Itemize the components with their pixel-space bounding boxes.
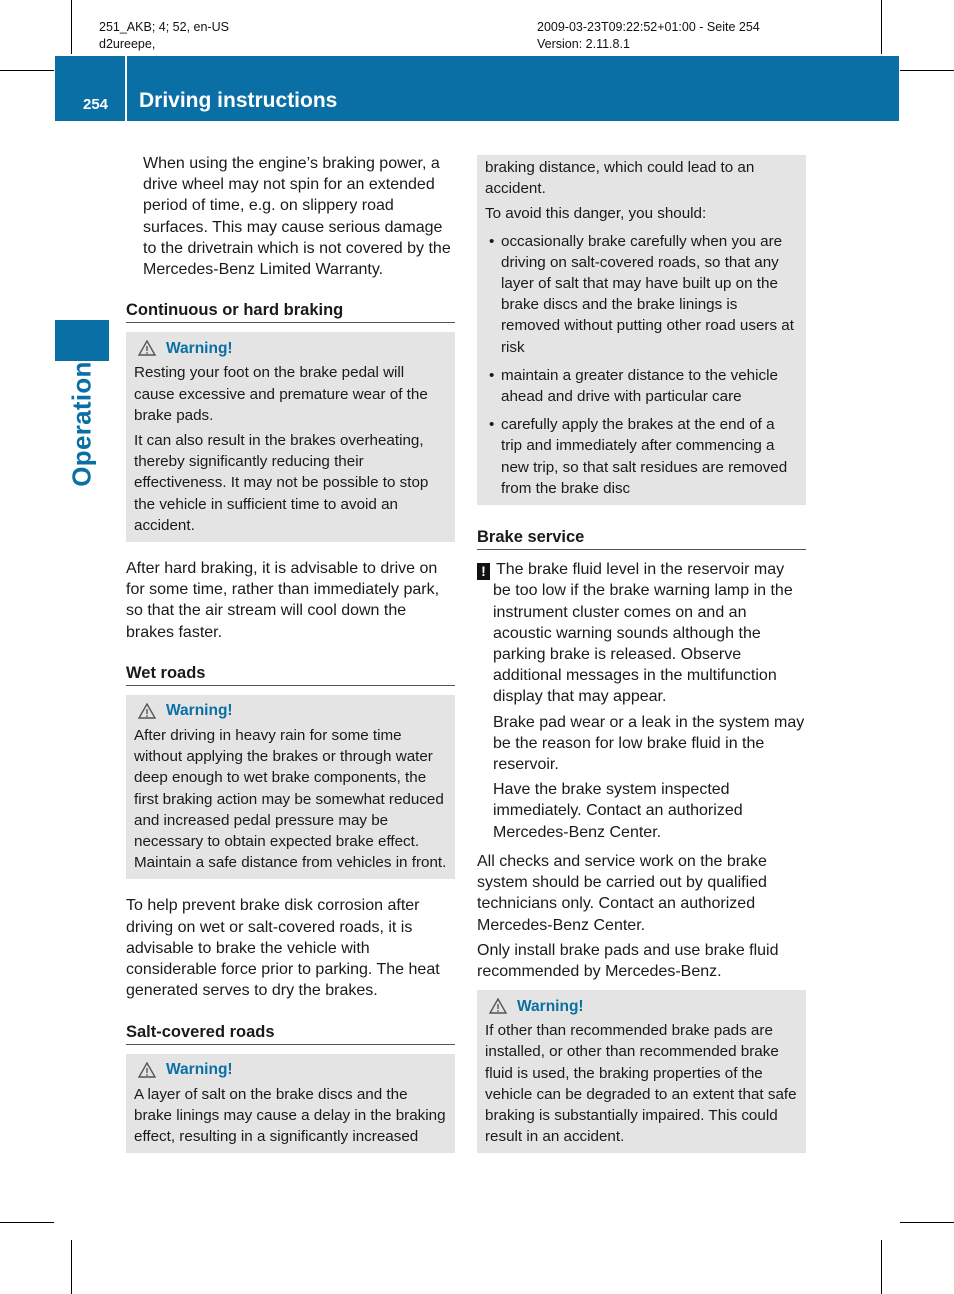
warning-text: Resting your foot on the brake pedal will cause excessive and premature wear of the brake pads.	[134, 364, 428, 424]
warning-box	[126, 1054, 455, 1154]
warning-text: A layer of salt on the brake discs and the brake linings may cause a delay in the braking effect, resulting in a significantly increased	[134, 1085, 446, 1146]
note-paragraph: Brake pad wear or a leak in the system may be the reason for low brake fluid in the reservoir.	[493, 713, 805, 774]
crop-mark	[71, 1240, 72, 1294]
left-column	[126, 153, 455, 1169]
warning-box	[126, 332, 455, 542]
warning-text: To avoid this danger, you should:	[485, 205, 707, 223]
section-heading: Salt-covered roads	[126, 1022, 455, 1045]
crop-mark	[881, 0, 882, 54]
body-paragraph: To help prevent brake disk corrosion after driving on wet or salt-covered roads, it is advisable to brake the vehicle with considerable force prior to parking. The heat generated serves to dry the brakes.	[126, 897, 440, 1000]
list-item: • occasionally brake carefully when you are driving on salt-covered roads, so that any layer of salt that may have built up on the brake discs and the brake linings is removed without putting other road users at risk	[485, 231, 798, 358]
intro-paragraph: When using the engine’s braking power, a drive wheel may not spin for an extended period of time, e.g. on slippery road surfaces. This may cause serious damage to the drivetrain which is not covered by the Mercedes-Benz Limited Warranty.	[143, 155, 451, 279]
crop-mark	[900, 70, 954, 71]
note-paragraph	[477, 559, 806, 707]
header-divider	[125, 56, 127, 121]
warning-triangle-icon	[138, 340, 156, 356]
warning-box	[126, 695, 455, 879]
crop-mark	[71, 0, 72, 54]
note-paragraph: Have the brake system inspected immediately. Contact an authorized Mercedes-Benz Center.	[493, 781, 743, 841]
right-column	[477, 155, 806, 1169]
note-text: The brake fluid level in the reservoir may be too low if the brake warning lamp in the instrument cluster comes on and an acoustic warning sounds although the parking brake is released. Observe additional messages in the multifunction display that may appear.	[493, 561, 793, 706]
section-heading: Brake service	[477, 527, 806, 550]
body-paragraph: After hard braking, it is advisable to drive on for some time, rather than immediately park, so that the air stream will cool down the brakes faster.	[126, 560, 440, 641]
warning-title-text: Warning!	[166, 1061, 233, 1079]
warning-title	[134, 336, 447, 360]
page-number: 254	[83, 96, 109, 113]
crop-mark	[0, 70, 54, 71]
print-meta-left	[99, 19, 229, 53]
section-heading: Continuous or hard braking	[126, 300, 455, 323]
warning-triangle-icon	[138, 703, 156, 719]
print-meta-right-line1: 2009-03-23T09:22:52+01:00 - Seite 254	[537, 20, 760, 34]
warning-title-text: Warning!	[166, 702, 233, 720]
print-meta-right	[537, 19, 760, 53]
crop-mark	[0, 1222, 54, 1223]
warning-text: After driving in heavy rain for some time without applying the brakes or through water deep enough to wet brake components, the first braking action may be somewhat reduced and increased pedal pressure may be necessary to obtain expected brake effect. Maintain a safe distance from vehicles in front.	[134, 727, 447, 872]
warning-box	[477, 990, 806, 1153]
page-title: Driving instructions	[139, 89, 338, 112]
print-meta-right-line2: Version: 2.11.8.1	[537, 37, 630, 51]
print-meta-left-line2: d2ureepe,	[99, 37, 156, 51]
body-paragraph: All checks and service work on the brake system should be carried out by qualified technicians only. Contact an authorized Mercedes-Benz Center.	[477, 852, 767, 934]
warning-triangle-icon	[138, 1062, 156, 1078]
print-meta-left-line1: 251_AKB; 4; 52, en-US	[99, 20, 229, 34]
warning-title	[485, 994, 798, 1018]
warning-box-continued	[477, 155, 806, 505]
warning-triangle-icon	[489, 998, 507, 1014]
warning-title-text: Warning!	[517, 997, 584, 1015]
note-exclamation-icon: !	[477, 563, 490, 580]
crop-mark	[900, 1222, 954, 1223]
warning-title-text: Warning!	[166, 339, 233, 357]
warning-title	[134, 699, 447, 723]
list-item: • carefully apply the brakes at the end of a trip and immediately after commencing a new trip, so that salt residues are removed from the brake disc	[485, 414, 798, 499]
warning-title	[134, 1058, 447, 1082]
side-tab-label: Operation	[66, 361, 97, 487]
side-tab-block	[55, 320, 109, 361]
warning-bullet-list	[485, 231, 798, 499]
warning-text: If other than recommended brake pads are installed, or other than recommended brake fluid is used, the braking properties of the vehicle can be degraded to an extent that safe braking is substantially impaired. This could result in an accident.	[485, 1022, 797, 1146]
warning-text: braking distance, which could lead to an accident.	[485, 159, 755, 198]
body-paragraph: Only install brake pads and use brake fluid recommended by Mercedes-Benz.	[477, 941, 779, 980]
crop-mark	[881, 1240, 882, 1294]
section-heading: Wet roads	[126, 663, 455, 686]
warning-text: It can also result in the brakes overheating, thereby significantly reducing their effectiveness. It may not be possible to stop the vehicle in sufficient time to avoid an accident.	[134, 432, 429, 534]
list-item: • maintain a greater distance to the vehicle ahead and drive with particular care	[485, 365, 798, 407]
